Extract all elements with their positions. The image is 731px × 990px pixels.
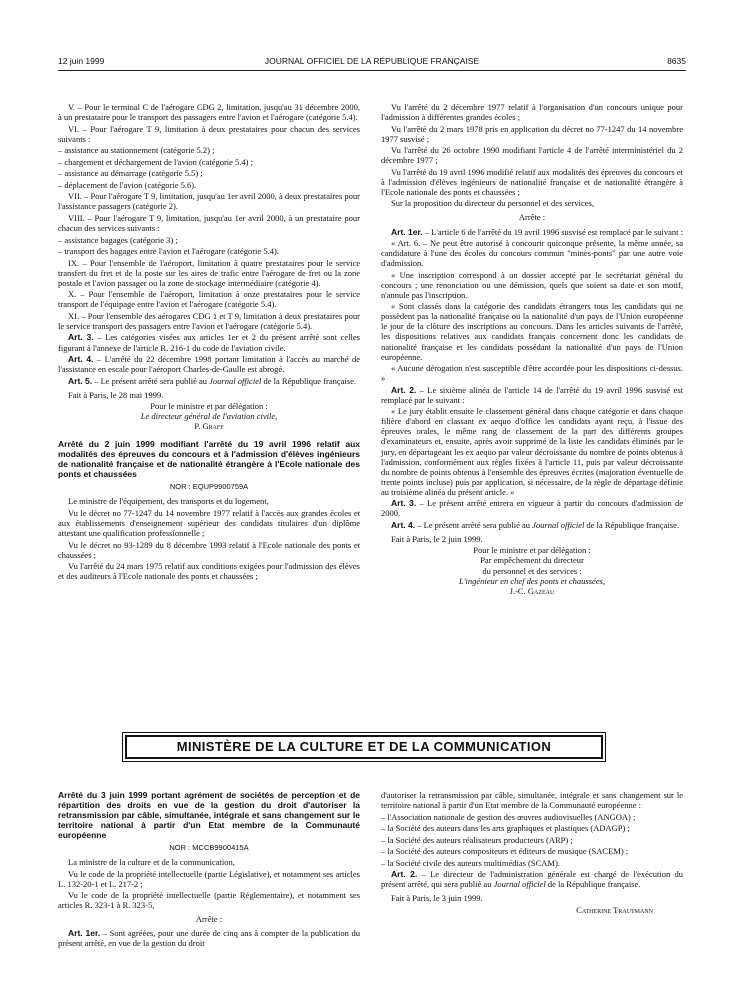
paragraph: Vu l'arrêté du 2 mars 1978 pris en application du décret no 77-1247 du 14 novembre 1977 susvisé ; xyxy=(381,123,683,144)
paragraph: Sur la proposition du directeur du personnel et des services, xyxy=(391,198,595,209)
article-text: – L'article 6 de l'arrêté du 19 avril 1996 susvisé est remplacé par le suivant : xyxy=(422,226,683,237)
nor-reference: NOR : MCCB9900415A xyxy=(169,843,249,852)
list-item: – la Société civile des auteurs multimédias (SCAM). xyxy=(381,857,560,868)
ministry-banner: MINISTÈRE DE LA CULTURE ET DE LA COMMUNICATION xyxy=(125,735,603,759)
article-paragraph xyxy=(58,354,360,374)
column-right-top xyxy=(381,102,683,596)
nor-reference: NOR : EQUP9900759A xyxy=(169,482,249,492)
paragraph: Vu le décret no 93-1289 du 8 décembre 1993 relatif à l'Ecole nationale des ponts et chaussées ; xyxy=(58,539,360,560)
article-paragraph xyxy=(58,332,360,352)
article-text: – Le présent arrêté sera publié au xyxy=(415,519,533,530)
paragraph: Le ministre de l'équipement, des transports et du logement, xyxy=(68,496,269,507)
paragraph: Vu l'arrêté du 2 décembre 1977 relatif à l'organisation d'un concours unique pour l'admission à différentes grandes écoles ; xyxy=(381,102,683,123)
article-paragraph xyxy=(381,498,683,518)
article-text: – Le directeur de l'administration générale est chargé de l'exécution du présent arrêté, qui sera publié au xyxy=(381,869,683,890)
article-label: Art. 4. xyxy=(68,354,94,365)
article-text: – Les catégories visées aux articles 1er et 2 du présent arrêté sont celles figurant à l'annexe de l'article R. 216-1 du code de l'aviation civile. xyxy=(58,332,360,353)
paragraph: Vu l'arrêté du 24 mars 1975 relatif aux conditions exigées pour l'admission des élèves et des auditeurs à l'Ecole nationale des ponts et chaussées ; xyxy=(58,561,360,582)
paragraph: La ministre de la culture et de la communication, xyxy=(68,857,235,868)
paragraph: Vu l'arrêté du 26 octobre 1990 modifiant l'article 4 de l'arrêté interministériel du 2 décembre 1977 ; xyxy=(381,145,683,166)
journal-officiel-ref: Journal officiel xyxy=(493,879,546,890)
signature-line: du personnel et des services : xyxy=(482,565,582,576)
article-text: de la République française. xyxy=(584,519,679,530)
article-text: – L'arrêté du 22 décembre 1998 portant limitation à l'accès au marché de l'assistance en escale pour l'aéroport Charles-de-Gaulle est abrogé. xyxy=(58,354,360,375)
article-text: – Sont agréées, pour une durée de cinq ans à compter de la publication du présent arrêté, en vue de la gestion du droit xyxy=(58,928,361,949)
article-label: Art. 1er. xyxy=(68,928,101,939)
article-label: Art. 2. xyxy=(391,869,418,880)
paragraph: « Une inscription correspond à un dossier accepté par le secrétariat général du concours ; une renonciation ou une démission, quels que soient sa date et son motif, n'annule pas l'inscription. xyxy=(381,269,683,300)
header-journal-title: JOURNAL OFFICIEL DE LA RÉPUBLIQUE FRANÇAISE xyxy=(264,56,480,66)
paragraph: Vu le décret no 77-1247 du 14 novembre 1977 relatif à l'accès aux grandes écoles et aux établissements d'enseignement supérieur des candidats titulaires d'un diplôme attestant une qualification professionnelle ; xyxy=(58,508,360,539)
column-left-top xyxy=(58,102,360,583)
journal-officiel-ref: Journal officiel xyxy=(209,375,262,386)
list-item: – la Société des auteurs réalisateurs producteurs (ARP) ; xyxy=(381,834,573,845)
paragraph: VII. – Pour l'aérogare T 9, limitation, jusqu'au 1er avril 2000, à deux prestataires pour l'assistance passagers (catégorie 2). xyxy=(58,191,360,212)
article-text: de la République française. xyxy=(261,375,356,386)
article-label: Art. 2. xyxy=(391,384,417,395)
article-text: – Le présent arrêté sera publié au xyxy=(92,375,210,386)
article-paragraph xyxy=(381,520,683,530)
article-paragraph xyxy=(381,227,683,237)
list-item: – assistance bagages (catégorie 3) ; xyxy=(58,234,178,245)
paragraph: « Art. 6. – Ne peut être autorisé à concourir quiconque présente, la même année, sa candidature à l'une des écoles du concours commun "mines-ponts" par une autre voie d'admission. xyxy=(381,238,683,269)
arrete-label: Arrête : xyxy=(195,914,223,925)
article-paragraph xyxy=(381,385,683,405)
paragraph: VIII. – Pour l'aérogare T 9, limitation, jusqu'au 1er avril 2000, à un prestataire pour chacun des services suivants : xyxy=(58,212,360,234)
list-item: – transport des bagages entre l'avion et l'aérogare (catégorie 5.4). xyxy=(58,246,279,257)
article-label: Art. 3. xyxy=(68,332,94,343)
article-text: de la République française. xyxy=(545,879,641,890)
list-item: – la Société des auteurs dans les arts graphiques et plastiques (ADAGP) ; xyxy=(381,823,630,834)
signature-title: Le directeur général de l'aviation civile, xyxy=(140,411,278,422)
article-paragraph xyxy=(58,928,360,948)
paragraph: IX. – Pour l'ensemble de l'aéroport, limitation à quatre prestataires pour le service transfert du fret et de la poste sur les aires de trafic entre l'aérogare de fret ou la zone postale et l'avion passager ou la zone de stockage intermédiaire (catégorie 4). xyxy=(58,257,360,288)
paragraph: « Le jury établit ensuite le classement général dans chaque catégorie et dans chaque filière d'abord en classant ex aequo d'office les candidats ayant reçu, à l'issue des épreuves orales, le même rang de classement de la part des différents groupes d'examinateurs et, ensuite, après avoir supprimé de la liste les candidats éliminés par le jury, en départageant les ex aequo par valeur décroissante du nombre de points obtenus à l'admission, conformément aux règles fixées à l'article 11, puis par valeur décroissante du nombre de points obtenus à l'ensemble des épreuves écrites (majoration éventuelle de trente points incluse) puis par application, si nécessaire, de la règle de départage définie au troisième alinéa du présent article. » xyxy=(381,406,683,497)
signing-date: Fait à Paris, le 28 mai 1999. xyxy=(68,389,164,400)
paragraph: Vu le code de la propriété intellectuelle (partie Législative), et notamment ses articles L. 132-20-1 et L. 217-2 ; xyxy=(58,868,360,889)
header-date: 12 juin 1999 xyxy=(58,56,105,66)
arrete-label: Arrête : xyxy=(518,212,546,223)
page-header xyxy=(58,56,686,71)
signature-title: L'ingénieur en chef des ponts et chaussées, xyxy=(458,575,606,586)
list-item: – l'Association nationale de gestion des œuvres audiovisuelles (ANGOA) ; xyxy=(381,811,636,822)
article-paragraph xyxy=(58,376,360,386)
article-text: – Le présent arrêté entrera en vigueur à partir du concours d'admission de 2000. xyxy=(381,498,683,519)
signatory-name: Catherine Trautmann xyxy=(576,904,653,915)
signing-date: Fait à Paris, le 3 juin 1999. xyxy=(391,893,483,904)
signature-line: Pour le ministre et par délégation : xyxy=(150,401,268,412)
column-left-bottom xyxy=(58,790,360,950)
signatory-name: J.-C. Gazeau xyxy=(509,585,555,596)
paragraph: Vu l'arrêté du 19 avril 1996 modifié relatif aux modalités des épreuves du concours et à l'admission d'élèves ingénieurs de nationalité française et de nationalité étrangère à l'Ecole nationale des ponts et chaussées ; xyxy=(381,166,683,197)
list-item: – la Société des auteurs compositeurs et éditeurs de musique (SACEM) ; xyxy=(381,846,629,857)
article-label: Art. 1er. xyxy=(391,226,423,237)
list-item: – assistance au stationnement (catégorie 5.2) ; xyxy=(58,145,215,156)
article-paragraph xyxy=(381,869,683,889)
paragraph: XI. – Pour l'ensemble des aérogares CDG 1 et T 9, limitation à deux prestataires pour le service transport des passagers entre l'avion et l'aérogare (catégorie 5.4). xyxy=(58,310,360,331)
paragraph: « Aucune dérogation n'est susceptible d'être accordée pour les dispositions ci-dessus. » xyxy=(381,363,683,384)
article-label: Art. 3. xyxy=(391,498,417,509)
paragraph: « Sont classés dans la catégorie des candidats étrangers tous les candidats qui ne possèdent pas la nationalité française ou la nationalité d'un pays de l'Union européenne le jour de la clôture des inscriptions au concours. Dans les articles suivants de l'arrêté, les dispositions relatives aux candidats français concernent donc les candidats de nationalité française et les candidats possédant la nationalité d'un pays de l'Union européenne. xyxy=(381,301,683,362)
paragraph: Vu le code de la propriété intellectuelle (partie Réglementaire), et notamment ses articles R. 323-1 à R. 323-5, xyxy=(58,890,360,911)
signing-date: Fait à Paris, le 2 juin 1999. xyxy=(391,533,483,544)
decree-heading: Arrêté du 2 juin 1999 modifiant l'arrêté du 19 avril 1996 relatif aux modalités des épreuves du concours et à l'admission d'élèves ingénieurs de nationalité française et de nationalité étrangère à l'Ecole nationale des ponts et chaussées xyxy=(58,439,360,480)
article-label: Art. 4. xyxy=(391,519,416,530)
header-page-number: 8635 xyxy=(667,56,686,66)
paragraph: VI. – Pour l'aérogare T 9, limitation à deux prestataires pour chacun des services suivants : xyxy=(58,123,360,144)
list-item: – chargement et déchargement de l'avion (catégorie 5.4) ; xyxy=(58,156,253,167)
article-text: – Le sixième alinéa de l'article 14 de l'arrêté du 19 avril 1996 susvisé est remplacé par le suivant : xyxy=(381,384,683,405)
article-label: Art. 5. xyxy=(68,375,93,386)
column-right-bottom xyxy=(381,790,683,915)
signature-line: Par empêchement du directeur xyxy=(480,555,584,566)
paragraph: V. – Pour le terminal C de l'aérogare CDG 2, limitation, jusqu'au 31 décembre 2000, à un prestataire pour le transport des passagers entre l'avion et l'aérogare (catégorie 5.4). xyxy=(58,102,360,123)
journal-officiel-ref: Journal officiel xyxy=(532,519,585,530)
paragraph: X. – Pour l'ensemble de l'aéroport, limitation à onze prestataires pour le service transport de l'équipage entre l'avion et l'aérogare (catégorie 5.4). xyxy=(58,289,360,310)
decree-heading: Arrêté du 3 juin 1999 portant agrément de sociétés de perception et de répartition des droits en vue de la gestion du droit d'autoriser la retransmission par câble, simultanée, intégrale et sans changement sur le territoire national à partir d'un Etat membre de la Communauté européenne xyxy=(58,790,360,840)
signatory-name: P. Graff xyxy=(194,421,224,432)
list-item: – déplacement de l'avion (catégorie 5.6). xyxy=(58,179,197,190)
list-item: – assistance au démarrage (catégorie 5.5) ; xyxy=(58,168,203,179)
paragraph: d'autoriser la retransmission par câble, simultanée, intégrale et sans changement sur le territoire national à partir d'un Etat membre de la Communauté européenne : xyxy=(381,790,683,811)
signature-line: Pour le ministre et par délégation : xyxy=(473,545,591,556)
